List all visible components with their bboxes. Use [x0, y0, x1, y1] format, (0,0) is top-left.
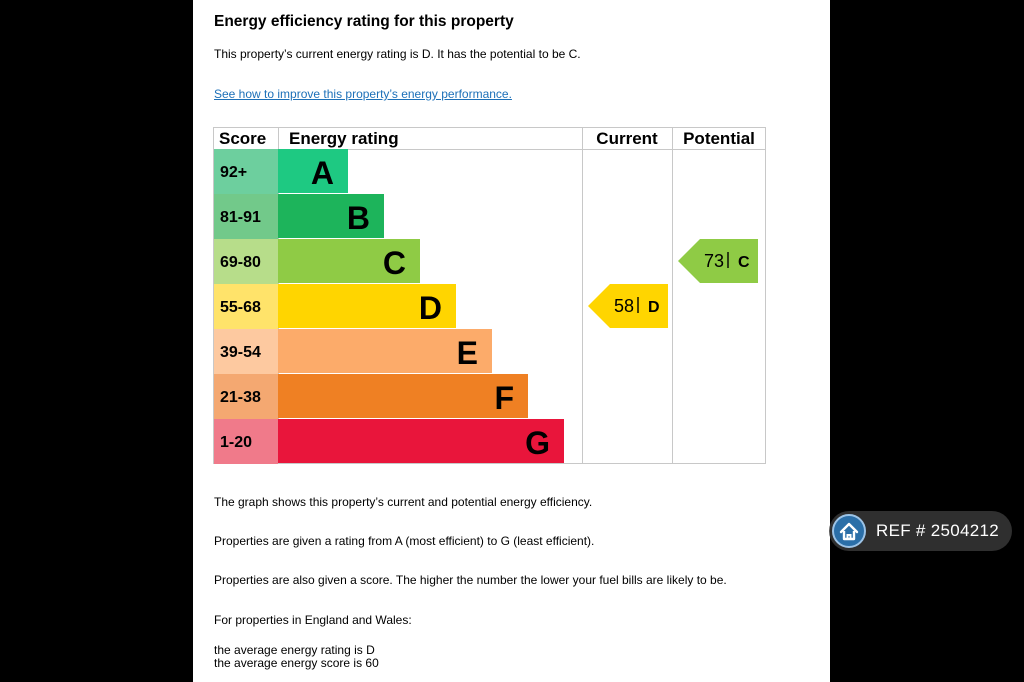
graph-description: The graph shows this property’s current and potential energy efficiency.: [214, 495, 593, 509]
average-score-text: the average energy score is 60: [214, 656, 379, 670]
reference-number: REF # 2504212: [876, 521, 999, 540]
rating-bar-F: [278, 374, 528, 418]
rating-letter-B: B: [346, 200, 370, 236]
rating-bar-G: [278, 419, 564, 463]
reference-badge: [829, 511, 1012, 551]
intro-text: This property’s current energy rating is D. It has the potential to be C.: [214, 47, 581, 61]
score-range-label: 81-91: [220, 209, 261, 226]
epc-document: [193, 0, 830, 682]
home-icon: [831, 513, 867, 549]
score-range-label: 21-38: [220, 389, 261, 406]
current-header: Current: [596, 129, 658, 148]
current-rating-arrow-letter: D: [648, 299, 660, 316]
score-header: Score: [219, 129, 267, 148]
rating-letter-C: C: [382, 245, 406, 281]
rating-letter-D: D: [418, 290, 442, 326]
rating-letter-A: A: [310, 155, 334, 191]
rating-description: Properties are given a rating from A (most efficient) to G (least efficient).: [214, 534, 595, 548]
energy-rating-header: Energy rating: [289, 129, 399, 148]
score-description: Properties are also given a score. The higher the number the lower your fuel bills are likely to be.: [214, 573, 727, 587]
score-range-label: 55-68: [220, 299, 261, 316]
rating-letter-F: F: [494, 380, 514, 416]
score-range-label: 39-54: [220, 344, 261, 361]
score-range-label: 1-20: [220, 434, 253, 451]
improve-energy-link[interactable]: See how to improve this property’s energy performance.: [214, 87, 512, 101]
potential-rating-arrow-letter: C: [738, 254, 750, 271]
potential-rating-arrow: [678, 239, 758, 283]
current-rating-arrow: [588, 284, 668, 328]
average-rating-text: the average energy rating is D: [214, 643, 375, 657]
rating-letter-G: G: [525, 425, 550, 461]
page-title: Energy efficiency rating for this property: [214, 13, 514, 30]
score-range-label: 92+: [220, 164, 248, 181]
rating-letter-E: E: [456, 335, 478, 371]
england-wales-heading: For properties in England and Wales:: [214, 613, 412, 627]
energy-rating-chart: [213, 127, 767, 466]
potential-rating-arrow-score: 73: [704, 251, 725, 271]
potential-header: Potential: [683, 129, 755, 148]
current-rating-arrow-score: 58: [614, 296, 635, 316]
score-range-label: 69-80: [220, 254, 261, 271]
